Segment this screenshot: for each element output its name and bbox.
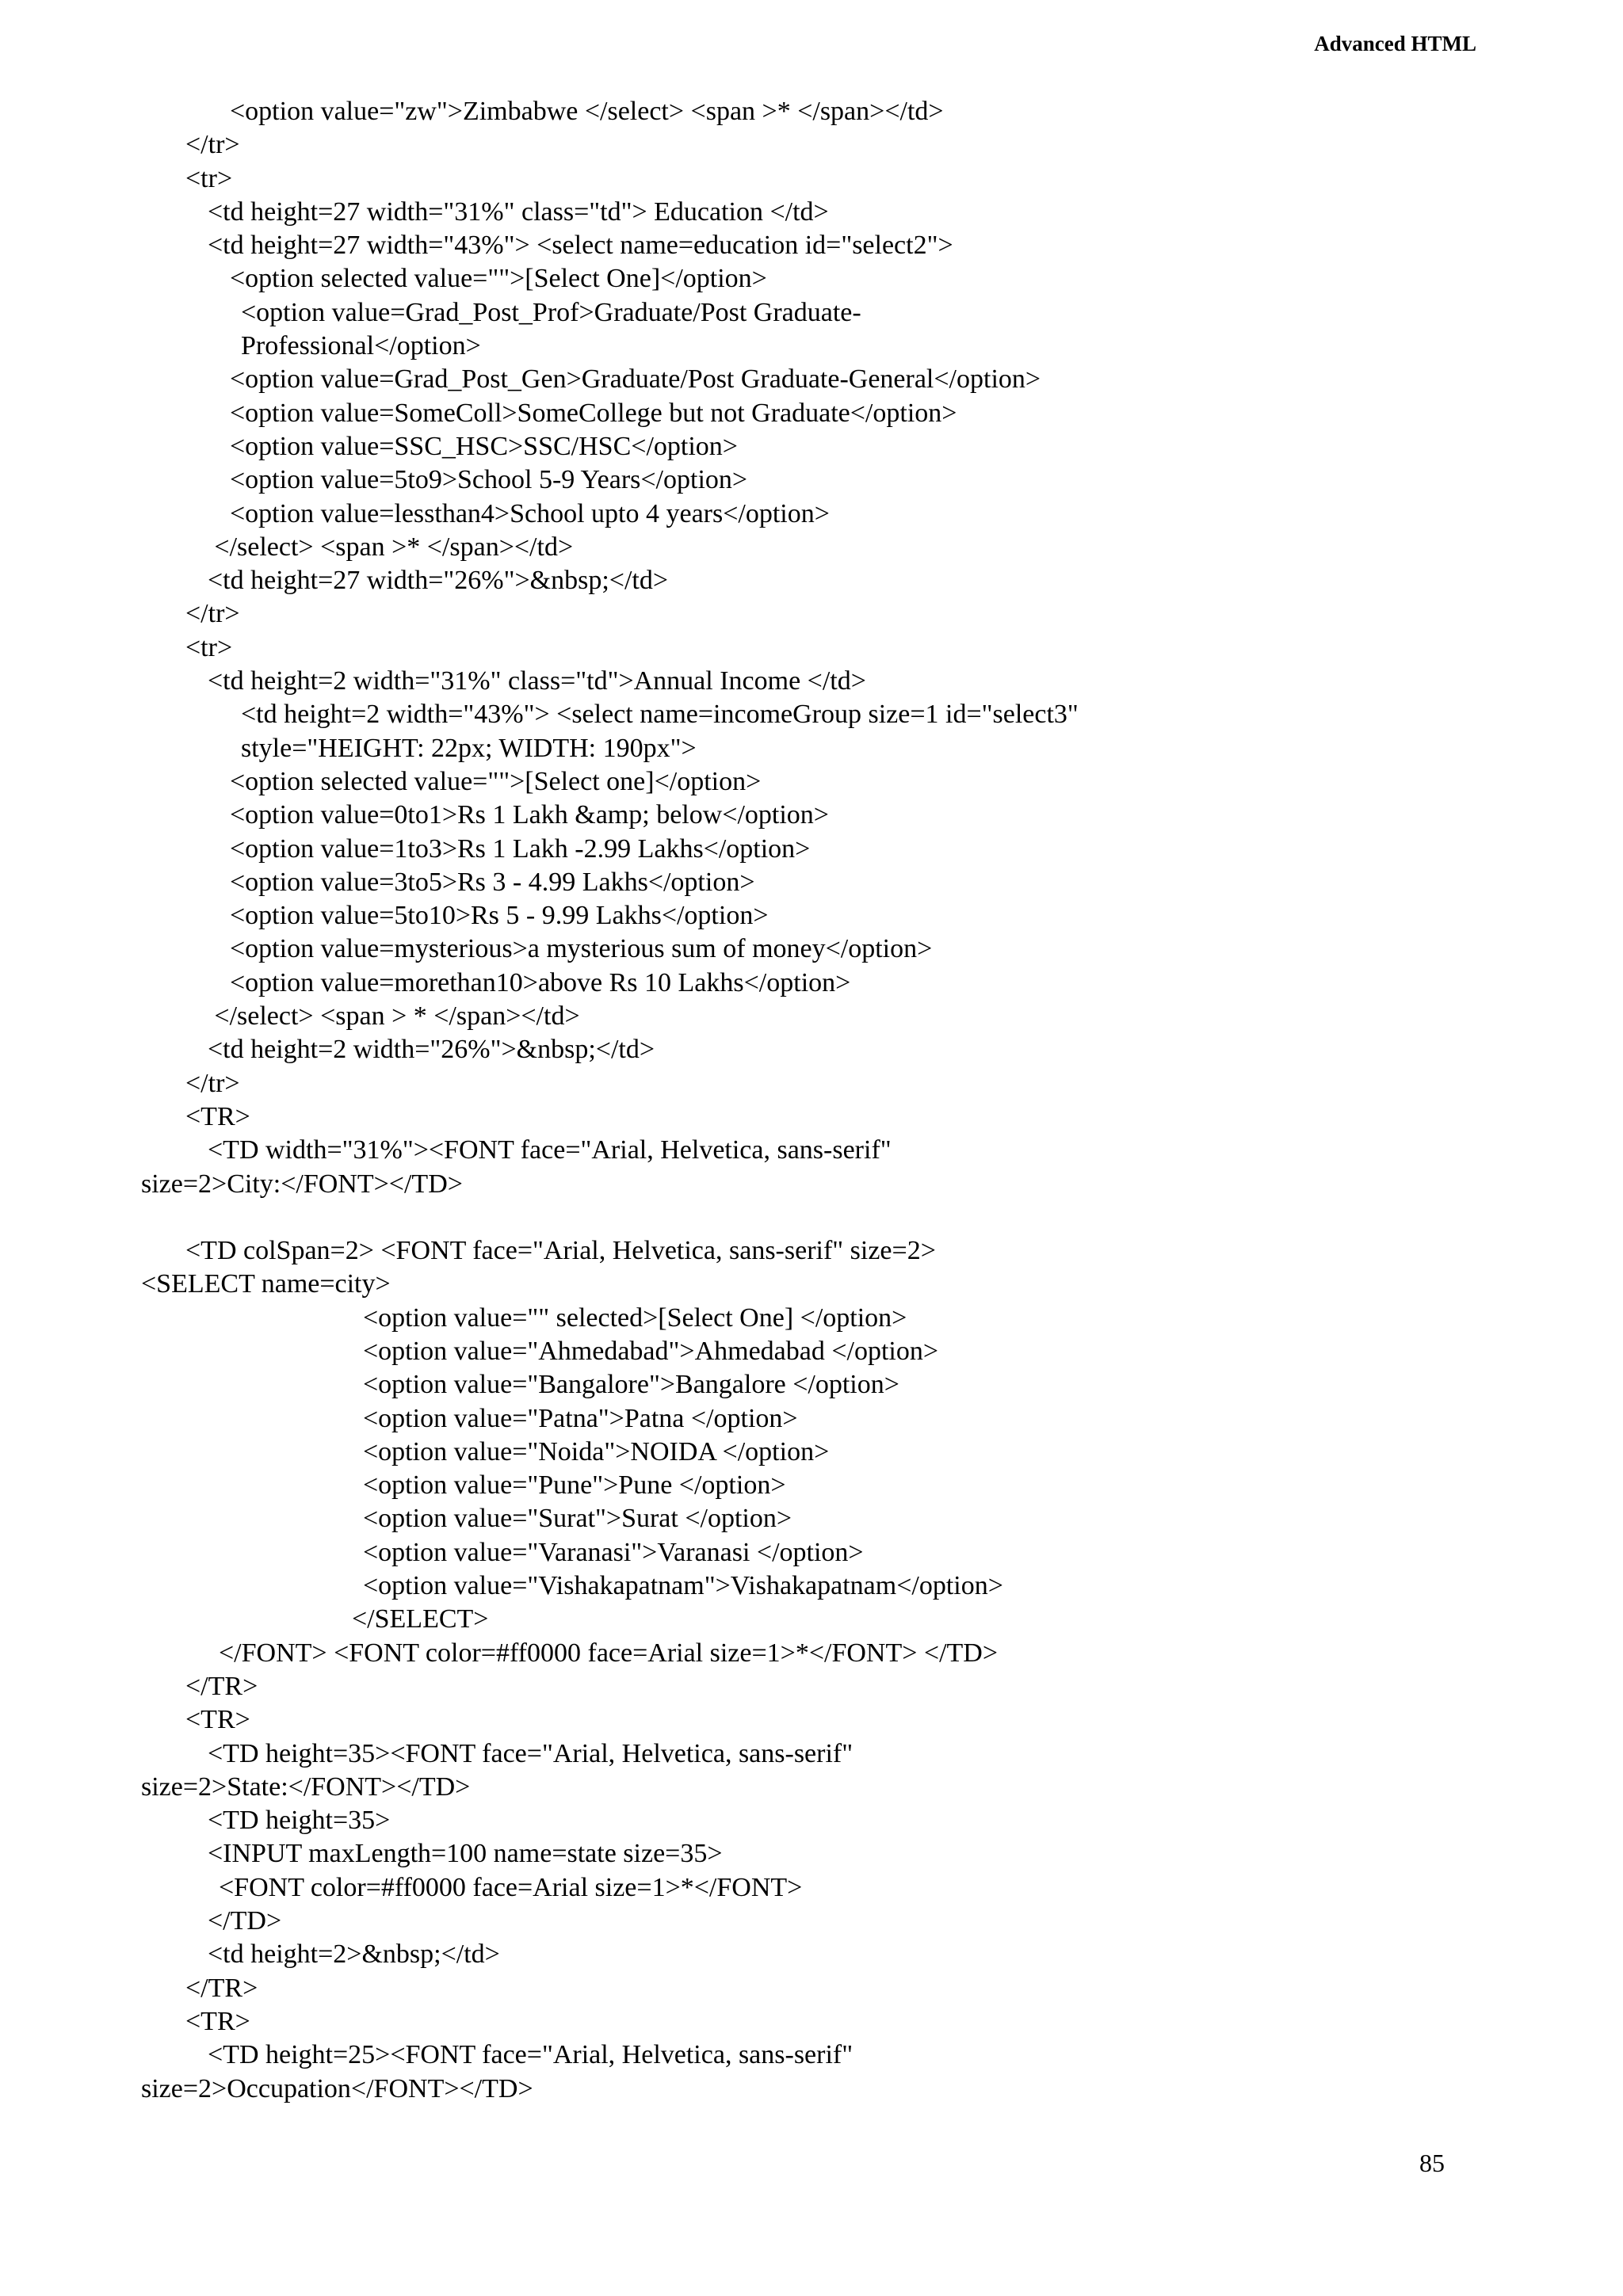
code-line-text: <TR> — [185, 2006, 250, 2036]
code-line-text: <td height=27 width="31%" class="td"> Education </td> — [208, 196, 829, 227]
code-line — [0, 229, 1623, 262]
code-line-text: </TR> — [185, 1973, 258, 2003]
code-line — [0, 2039, 1623, 2072]
code-line-text: <option value=SomeColl>SomeCollege but not Graduate</option> — [230, 398, 957, 428]
code-line-text: </FONT> <FONT color=#ff0000 face=Arial size=1>*</FONT> </TD> — [219, 1638, 999, 1668]
code-listing — [0, 95, 1623, 2106]
code-line — [0, 1502, 1623, 1535]
code-line-text: <option value=0to1>Rs 1 Lakh &amp; below</option> — [230, 800, 829, 830]
code-line — [0, 1302, 1623, 1335]
code-line-text: </tr> — [185, 130, 240, 160]
code-line-text: <option value=SSC_HSC>SSC/HSC</option> — [230, 431, 738, 461]
code-line — [0, 1804, 1623, 1837]
code-line — [0, 196, 1623, 229]
code-line-text: <option value="Vishakapatnam">Vishakapatnam</option> — [363, 1571, 1003, 1601]
code-line-text: <FONT color=#ff0000 face=Arial size=1>*</FONT> — [219, 1872, 803, 1902]
code-line — [0, 1670, 1623, 1703]
code-line-text: <option value=Grad_Post_Prof>Graduate/Post Graduate- — [241, 297, 861, 327]
code-line-text: </select> <span >* </span></td> — [214, 532, 574, 562]
code-line — [0, 698, 1623, 731]
code-line-text: <option selected value="">[Select One]</option> — [230, 264, 767, 294]
code-line — [0, 1569, 1623, 1603]
code-line-text: <SELECT name=city> — [141, 1269, 391, 1299]
code-line-text: <TD colSpan=2> <FONT face="Arial, Helvetica, sans-serif" size=2> — [185, 1236, 936, 1266]
code-line — [0, 1837, 1623, 1871]
code-line-text: </select> <span > * </span></td> — [214, 1001, 580, 1032]
code-line — [0, 1905, 1623, 1938]
code-line — [0, 498, 1623, 531]
code-line-text: <option value="Bangalore">Bangalore </option> — [363, 1370, 899, 1400]
code-line — [0, 128, 1623, 162]
code-line-text: size=2>State:</FONT></TD> — [141, 1772, 471, 1802]
code-line — [0, 1871, 1623, 1905]
code-line — [0, 1402, 1623, 1436]
code-line-text: <td height=2 width="43%"> <select name=incomeGroup size=1 id="select3" — [241, 700, 1079, 730]
code-line-text: style="HEIGHT: 22px; WIDTH: 190px"> — [241, 733, 697, 763]
code-line-text: <option value="Ahmedabad">Ahmedabad </option> — [363, 1336, 939, 1366]
code-line-text: Professional</option> — [241, 331, 481, 361]
code-line — [0, 833, 1623, 866]
code-line-text: <option value=Grad_Post_Gen>Graduate/Post Graduate-General</option> — [230, 364, 1041, 395]
code-line-text: <option value=5to9>School 5-9 Years</option> — [230, 465, 748, 495]
code-line — [0, 397, 1623, 430]
code-line-text: <td height=2>&nbsp;</td> — [208, 1939, 500, 1970]
code-line — [0, 296, 1623, 330]
code-line — [0, 1067, 1623, 1100]
code-line-text: <option value="Pune">Pune </option> — [363, 1470, 786, 1501]
code-line-text: <TR> — [185, 1705, 250, 1735]
code-line — [0, 1737, 1623, 1771]
code-line — [0, 95, 1623, 128]
code-line-text: <option selected value="">[Select one]</option> — [230, 766, 762, 796]
code-line-text: <option value="" selected>[Select One] </option> — [363, 1302, 907, 1333]
code-line-text: <option value=3to5>Rs 3 - 4.99 Lakhs</option> — [230, 867, 755, 897]
code-line-text: <TR> — [185, 1101, 250, 1131]
code-line-text: size=2>Occupation</FONT></TD> — [141, 2073, 533, 2103]
code-line-text: <TD width="31%"><FONT face="Arial, Helvetica, sans-serif" — [208, 1135, 892, 1165]
code-line — [0, 1436, 1623, 1469]
code-line-text: </TR> — [185, 1671, 258, 1701]
code-line-text: <option value="Varanasi">Varanasi </option> — [363, 1537, 864, 1567]
code-line — [0, 531, 1623, 564]
code-line — [0, 1234, 1623, 1268]
code-line — [0, 430, 1623, 463]
code-line — [0, 1368, 1623, 1402]
code-line-text: <td height=27 width="26%">&nbsp;</td> — [208, 566, 669, 596]
code-line — [0, 1000, 1623, 1033]
code-line — [0, 1972, 1623, 2005]
code-line — [0, 1469, 1623, 1502]
code-line-text: <TD height=25><FONT face="Arial, Helvetica, sans-serif" — [208, 2040, 854, 2070]
code-line — [0, 1536, 1623, 1569]
code-line — [0, 631, 1623, 665]
code-line — [0, 1033, 1623, 1066]
code-line-text: </tr> — [185, 599, 240, 629]
code-line — [0, 1703, 1623, 1737]
code-line — [0, 967, 1623, 1000]
code-line — [0, 866, 1623, 899]
code-line — [0, 1771, 1623, 1804]
code-line — [0, 732, 1623, 765]
code-line — [0, 463, 1623, 497]
code-line — [0, 262, 1623, 296]
code-line-text: <td height=2 width="31%" class="td">Annual Income </td> — [208, 666, 866, 696]
code-line-text: <option value=mysterious>a mysterious sum of money</option> — [230, 934, 933, 964]
code-line-text: <option value=morethan10>above Rs 10 Lakhs</option> — [230, 967, 851, 997]
code-line-text: <TD height=35> — [208, 1806, 391, 1836]
code-line-text: <option value="Noida">NOIDA </option> — [363, 1436, 830, 1466]
code-line — [0, 162, 1623, 196]
code-line-text: <option value=lessthan4>School upto 4 years</option> — [230, 498, 830, 528]
code-line-text: <option value=5to10>Rs 5 - 9.99 Lakhs</option> — [230, 901, 769, 931]
code-line-text: <tr> — [185, 163, 233, 193]
code-line — [0, 1134, 1623, 1167]
code-line — [0, 899, 1623, 933]
code-line — [0, 1938, 1623, 1971]
code-line-text: <option value=1to3>Rs 1 Lakh -2.99 Lakhs</option> — [230, 833, 811, 864]
code-line — [0, 1637, 1623, 1670]
code-line — [0, 933, 1623, 966]
code-line — [0, 1335, 1623, 1368]
code-line — [0, 363, 1623, 396]
code-line-text: size=2>City:</FONT></TD> — [141, 1169, 463, 1199]
code-line-text: <option value="zw">Zimbabwe </select> <span >* </span></td> — [230, 97, 944, 126]
code-line-text: <tr> — [185, 632, 233, 662]
code-line-text: </tr> — [185, 1068, 240, 1098]
code-line — [0, 2073, 1623, 2106]
code-line — [0, 1168, 1623, 1201]
code-line-text: </TD> — [208, 1906, 282, 1936]
code-line-text: </SELECT> — [352, 1604, 489, 1634]
page-number: 85 — [1419, 2149, 1445, 2177]
code-line — [0, 1100, 1623, 1134]
code-line-text: <option value="Patna">Patna </option> — [363, 1403, 798, 1433]
code-line — [0, 1268, 1623, 1301]
code-line-text: <td height=2 width="26%">&nbsp;</td> — [208, 1035, 655, 1065]
code-line — [0, 1201, 1623, 1234]
code-line — [0, 564, 1623, 597]
code-line-text: <TD height=35><FONT face="Arial, Helvetica, sans-serif" — [208, 1738, 854, 1768]
code-line — [0, 665, 1623, 698]
code-line — [0, 799, 1623, 832]
code-line — [0, 330, 1623, 363]
code-line-text: <option value="Surat">Surat </option> — [363, 1504, 792, 1534]
code-line — [0, 597, 1623, 631]
running-header-title: Advanced HTML — [1314, 32, 1476, 55]
code-line-text: <INPUT maxLength=100 name=state size=35> — [208, 1839, 723, 1869]
code-line — [0, 1603, 1623, 1636]
code-line-text: <td height=27 width="43%"> <select name=education id="select2"> — [208, 231, 953, 261]
code-line — [0, 2005, 1623, 2039]
code-line — [0, 765, 1623, 799]
